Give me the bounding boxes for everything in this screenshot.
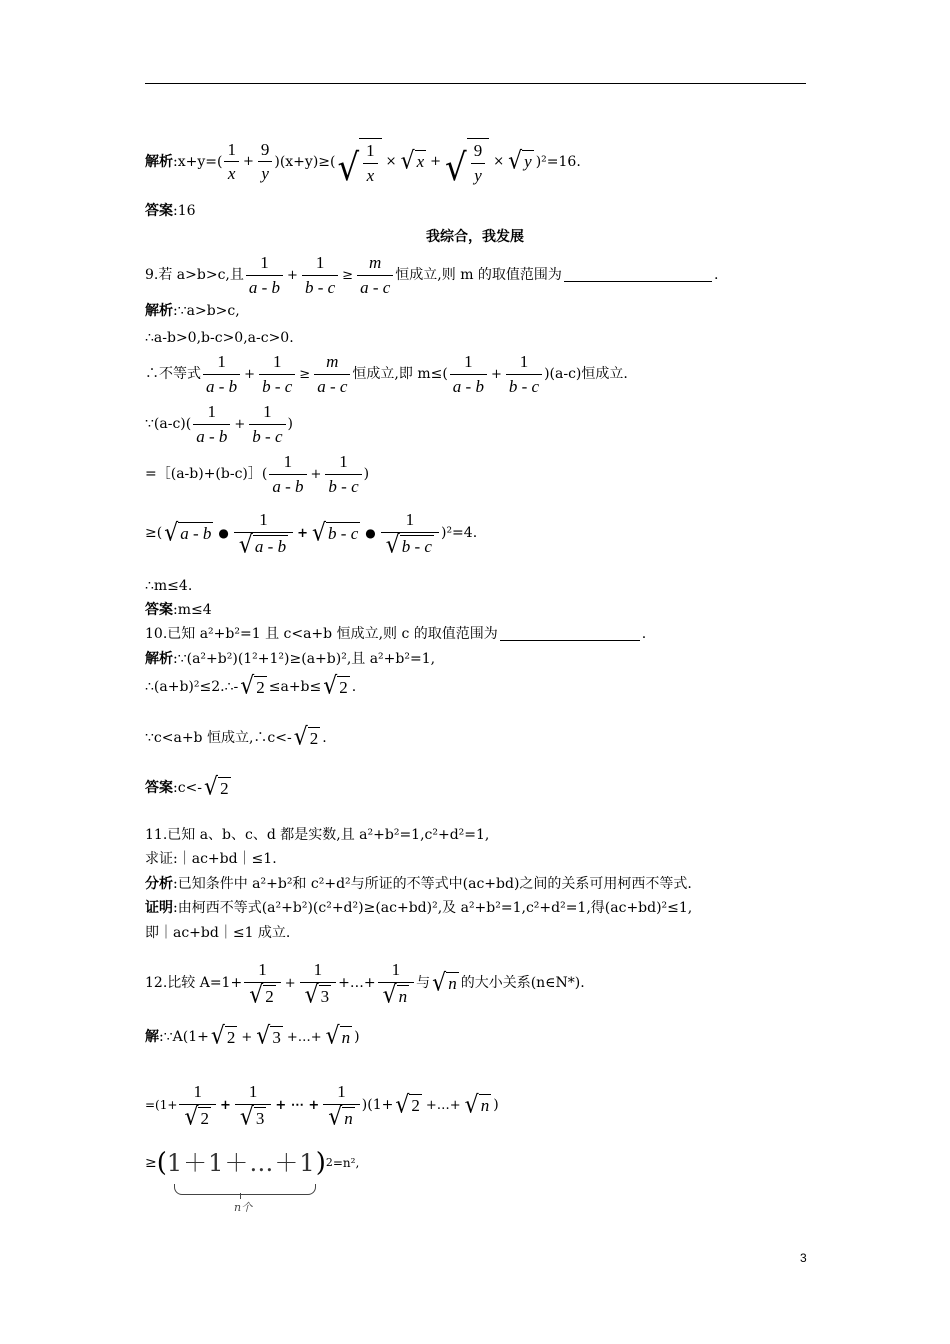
q8-jiexi-line: 解析 :x+y=( $\frac{1}{x}$ + $\frac{9}{y}$ )(x+y)≥( √ $\frac{1}{x}$ × √ x + √ $\frac{9}{y}$ × √ y )²=16. xyxy=(145,139,581,191)
q9-jiexi-2: ∴a-b>0,b-c>0,a-c>0. xyxy=(145,330,294,346)
q10-jiexi-3: ∵c<a+b 恒成立,∴c<- √ 2 . xyxy=(145,724,327,752)
fraction: $\frac{9}{y}$ xyxy=(258,140,273,184)
q11-zhengming: 证明 : 由柯西不等式(a²+b²)(c²+d²)≥(ac+bd)²,及 a²+b²=1,c²+d²=1,得(ac+bd)²≤1, xyxy=(145,900,693,916)
header-rule xyxy=(145,83,806,84)
answer-blank xyxy=(500,628,640,641)
q9-jiexi-1: 解析 : ∵a>b>c, xyxy=(145,303,240,319)
q10-jiexi-2: ∴(a+b)²≤2.∴- √ 2 ≤a+b≤ √ 2 . xyxy=(145,673,357,701)
q9-jiexi-5: =［(a-b)+(b-c)］( $\frac{1}{a - b}$ + $\frac{1}{b - c}$ ) xyxy=(145,452,370,496)
section-title: 我综合，我发展 xyxy=(426,229,524,245)
q12-jie-1: 解 : ∵A(1+ √ 2 + √ 3 +…+ √ n ) xyxy=(145,1023,360,1051)
sqrt: √ x xyxy=(400,147,425,175)
q12-stem: 12.比较 A=1+ 1 √ 2 + 1 √ 3 +…+ 1 √ n 与 √ n 的大小关系(n∈N*). xyxy=(145,960,585,1010)
underbrace xyxy=(174,1184,316,1195)
q8-answer: 16 xyxy=(177,203,196,219)
sqrt: √ $\frac{1}{x}$ xyxy=(337,138,381,185)
q9-jiexi-4: ∵(a-c)( $\frac{1}{a - b}$ + $\frac{1}{b - c}$ ) xyxy=(145,402,293,446)
q9-jiexi-3: ∴不等式 $\frac{1}{a - b}$ + $\frac{1}{b - c}$ ≥ $\frac{m}{a - c}$ 恒成立,即 m≤( $\frac{1}{a - b}$ + $\frac{1}{b - c}$ )(a-c)恒成立. xyxy=(145,352,628,396)
answer-blank xyxy=(564,269,712,282)
sqrt: √ y xyxy=(508,147,532,175)
page-number: 3 xyxy=(800,1251,807,1265)
underbrace-label: n个 xyxy=(234,1201,253,1214)
q9-jiexi-6: ≥( √ a - b ● 1 √ a - b + √ b - c ● 1 √ b - c )²=4. xyxy=(145,510,478,560)
q11-conclusion: 即｜ac+bd｜≤1 成立. xyxy=(145,925,291,941)
sqrt: √ $\frac{9}{y}$ xyxy=(445,138,489,185)
jiexi-label: 解析 xyxy=(145,153,173,170)
q10-stem: 10.已知 a²+b²=1 且 c<a+b 恒成立,则 c 的取值范围为 . xyxy=(145,626,647,642)
q8-answer-line: 答案 : 16 xyxy=(145,203,196,219)
q10-answer-line: 答案 : c<- √ 2 xyxy=(145,774,229,802)
q11-fenxi: 分析 : 已知条件中 a²+b²和 c²+d²与所证的不等式中(ac+bd)之间的关系可用柯西不等式. xyxy=(145,876,692,892)
daan-label: 答案 xyxy=(145,203,173,219)
q10-jiexi-1: 解析 : ∵(a²+b²)(1²+1²)≥(a+b)²,且 a²+b²=1, xyxy=(145,651,436,667)
q9-jiexi-7: ∴m≤4. xyxy=(145,578,193,594)
q11-stem-2: 求证:｜ac+bd｜≤1. xyxy=(145,851,277,867)
fraction: $\frac{1}{x}$ xyxy=(224,140,239,184)
q9-answer-line: 答案 : m≤4 xyxy=(145,602,212,618)
q12-jie-3: ≥ ( 1＋1＋…＋1 ) 2 =n², xyxy=(145,1148,360,1178)
q12-jie-2: =(1+ 1 √ 2 + 1 √ 3 + ⋯ + 1 √ n )(1+ √ 2 +…+ √ n ) xyxy=(145,1082,499,1132)
q9-stem: 9.若 a>b>c,且 $\frac{1}{a - b}$ + $\frac{1}{b - c}$ ≥ $\frac{m}{a - c}$ 恒成立,则 m 的取值范围为 . xyxy=(145,253,719,297)
q11-stem-1: 11.已知 a、b、c、d 都是实数,且 a²+b²=1,c²+d²=1, xyxy=(145,827,490,843)
